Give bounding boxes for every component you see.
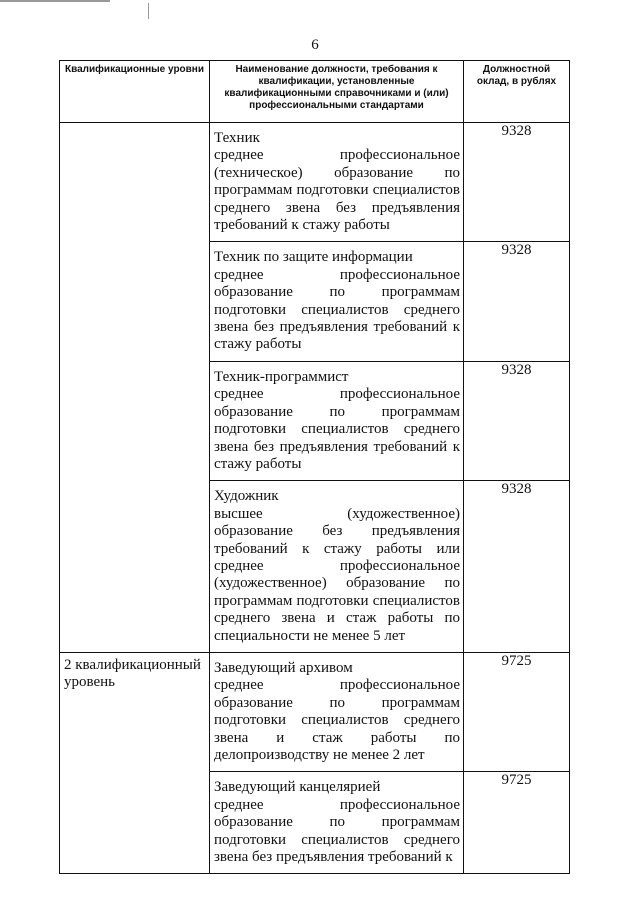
salary-cell: 9328	[464, 242, 570, 361]
qualification-table	[59, 60, 570, 874]
position-requirements: среднее профессиональное (техническое) образование по программам подготовки специалистов среднего звена без предъявления требований к стажу работы	[214, 147, 460, 234]
salary-cell: 9328	[464, 123, 570, 242]
level-cell-2: 2 квалификационный уровень	[60, 652, 210, 873]
position-title: Заведующий канцелярией	[214, 779, 381, 796]
position-requirements: среднее профессиональное образование по программам подготовки специалистов среднего звена без предъявления требований к стажу работы	[214, 266, 460, 353]
scan-artifact-top-left	[0, 0, 110, 2]
page-number: 6	[311, 37, 319, 53]
position-cell	[210, 123, 464, 242]
position-title: Техник-программист	[214, 368, 349, 385]
table-row	[60, 123, 570, 242]
salary-cell: 9725	[464, 652, 570, 771]
table-row	[60, 652, 570, 771]
header-qualification-levels: Квалификационные уровни	[60, 61, 210, 123]
position-requirements: среднее профессиональное образование по программам подготовки специалистов среднего звена без предъявления требований к стажу работы	[214, 386, 460, 472]
position-cell	[210, 652, 464, 771]
level-cell-1	[60, 123, 210, 653]
header-salary: Должностной оклад, в рублях	[464, 61, 570, 123]
salary-cell: 9328	[464, 361, 570, 480]
position-cell	[210, 242, 464, 361]
position-title: Заведующий архивом	[214, 659, 353, 676]
salary-cell: 9725	[464, 772, 570, 874]
scan-artifact-top-center	[148, 3, 149, 19]
header-position-requirements: Наименование должности, требования к квалификации, установленные квалификационными справочниками и (или) профессиональными стандартами	[210, 61, 464, 123]
salary-cell: 9328	[464, 481, 570, 653]
table-header-row	[60, 61, 570, 123]
position-requirements: среднее профессиональное образование по программам подготовки специалистов среднего звена без предъявления требований к	[214, 796, 460, 866]
position-title: Художник	[214, 488, 279, 505]
position-title: Техник по защите информации	[214, 249, 413, 266]
position-cell	[210, 772, 464, 874]
position-requirements: среднее профессиональное образование по программам подготовки специалистов среднего звена и стаж работы по делопроизводству не менее 2 лет	[214, 677, 460, 763]
position-cell	[210, 481, 464, 653]
position-cell	[210, 361, 464, 480]
position-requirements: высшее (художественное) образование без предъявления требований к стажу работы или среднее профессиональное (художественное) образование по программам подготовки специалистов среднего звена и стаж работы по специальности не менее 5 лет	[214, 505, 460, 644]
position-title: Техник	[214, 130, 260, 146]
